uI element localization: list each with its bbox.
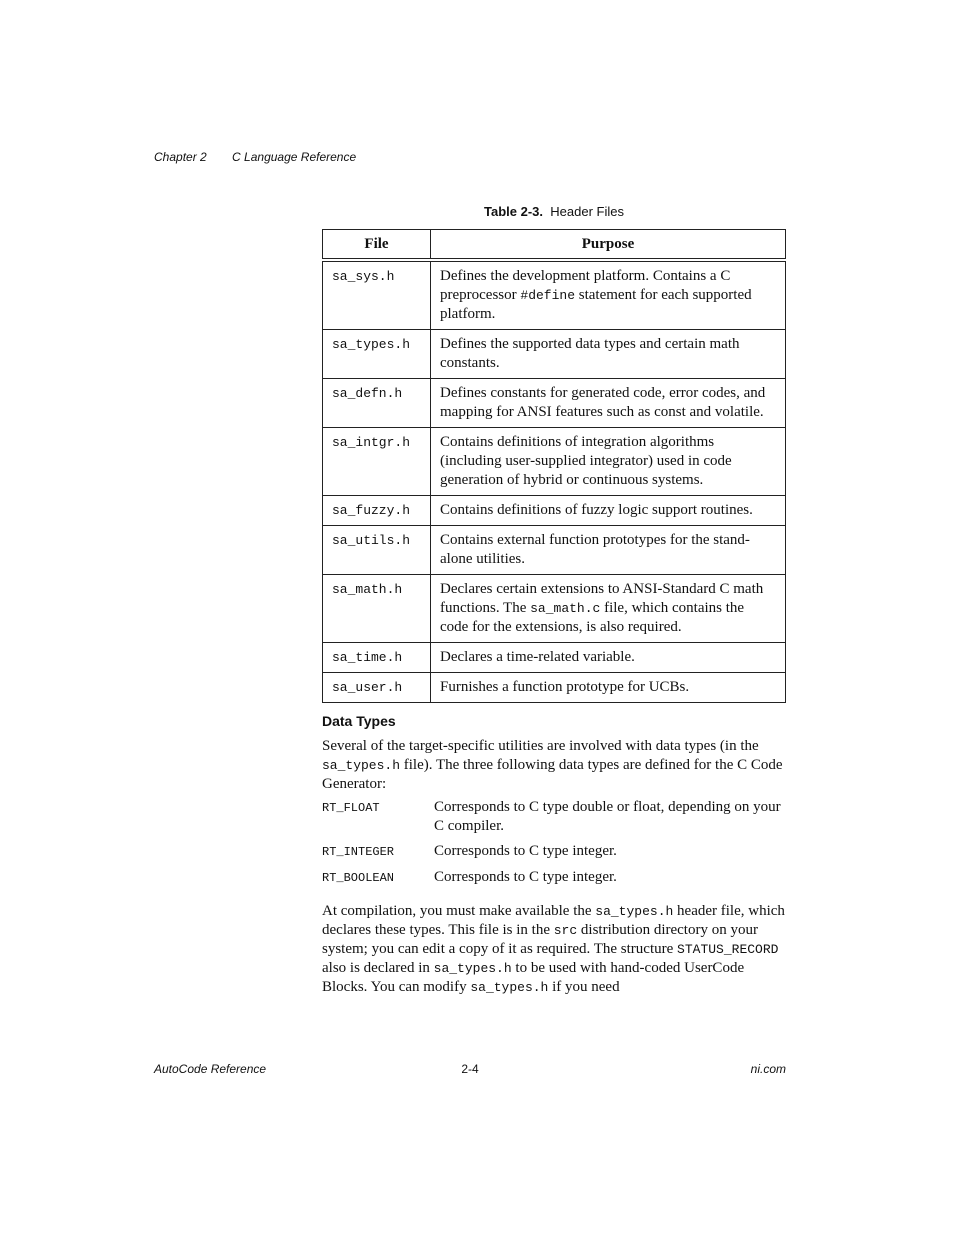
purpose-text: Defines the development platform. Contains a C preprocessor <box>440 268 731 303</box>
table-row <box>323 575 786 643</box>
header-files-table <box>322 229 786 703</box>
file-cell: sa_defn.h <box>323 379 431 428</box>
paragraph-text: also is declared in <box>322 960 434 976</box>
purpose-cell <box>431 575 786 643</box>
file-cell: sa_user.h <box>323 673 431 703</box>
inline-code: STATUS_RECORD <box>677 942 779 957</box>
file-cell: sa_types.h <box>323 330 431 379</box>
file-cell: sa_fuzzy.h <box>323 496 431 526</box>
definition-description: Corresponds to C type double or float, depending on your C compiler. <box>434 799 781 834</box>
definition-description: Corresponds to C type integer. <box>434 843 617 859</box>
inline-code: #define <box>520 288 575 303</box>
file-cell: sa_math.h <box>323 575 431 643</box>
table-title: Header Files <box>550 204 624 219</box>
inline-code: sa_types.h <box>433 961 512 976</box>
table-row <box>323 330 786 379</box>
inline-code: sa_types.h <box>470 980 549 995</box>
file-cell: sa_time.h <box>323 643 431 673</box>
definition-item <box>322 842 786 862</box>
inline-code: sa_math.c <box>530 601 601 616</box>
page-number: 2-4 <box>461 1062 479 1076</box>
table-number: Table 2-3. <box>484 204 544 219</box>
definition-list <box>322 798 786 894</box>
inline-code: sa_types.h <box>322 758 401 773</box>
purpose-cell: Defines constants for generated code, error codes, and mapping for ANSI features such as const and volatile. <box>431 379 786 428</box>
table-row <box>323 496 786 526</box>
paragraph-text: file). The three following data types are defined for the C Code Generator: <box>322 757 783 792</box>
file-cell: sa_sys.h <box>323 260 431 330</box>
purpose-cell: Contains definitions of fuzzy logic support routines. <box>431 496 786 526</box>
table-row <box>323 526 786 575</box>
definition-item <box>322 868 786 888</box>
section-heading: Data Types <box>322 713 396 729</box>
purpose-cell: Contains external function prototypes for the stand-alone utilities. <box>431 526 786 575</box>
purpose-text: file, which contains the code for the extensions, is also required. <box>440 600 745 635</box>
chapter-title: C Language Reference <box>232 150 357 164</box>
purpose-cell: Furnishes a function prototype for UCBs. <box>431 673 786 703</box>
compilation-paragraph <box>322 902 786 997</box>
col-file-header: File <box>323 230 431 261</box>
table-row <box>323 643 786 673</box>
definition-term: RT_FLOAT <box>322 801 380 815</box>
table-row <box>323 379 786 428</box>
table-row <box>323 260 786 330</box>
footer-manual-title: AutoCode Reference <box>154 1062 267 1076</box>
paragraph-text: to be used with hand-coded UserCode Blocks. You can modify <box>322 960 745 995</box>
paragraph-text: distribution directory on your system; you can edit a copy of it as required. The structure <box>322 922 758 957</box>
purpose-cell: Contains definitions of integration algorithms (including user-supplied integrator) used in code generation of hybrid or continuous systems. <box>431 428 786 496</box>
paragraph-text: header file, which declares these types. This file is in the <box>322 903 785 938</box>
definition-description: Corresponds to C type integer. <box>434 869 617 885</box>
inline-code: src <box>553 923 578 938</box>
footer-website: ni.com <box>750 1062 786 1076</box>
file-cell: sa_intgr.h <box>323 428 431 496</box>
definition-item <box>322 798 786 836</box>
inline-code: sa_types.h <box>595 904 674 919</box>
running-header <box>154 150 356 164</box>
purpose-cell: Declares a time-related variable. <box>431 643 786 673</box>
table-row <box>323 673 786 703</box>
purpose-text: statement for each supported platform. <box>440 287 752 322</box>
definition-term: RT_INTEGER <box>322 845 395 859</box>
intro-paragraph <box>322 737 786 794</box>
col-purpose-header: Purpose <box>431 230 786 261</box>
table-row <box>323 428 786 496</box>
purpose-text: Declares certain extensions to ANSI-Standard C math functions. The <box>440 581 764 616</box>
definition-term: RT_BOOLEAN <box>322 871 395 885</box>
paragraph-text: At compilation, you must make available the <box>322 903 596 919</box>
purpose-cell: Defines the supported data types and certain math constants. <box>431 330 786 379</box>
table-header-row <box>323 230 786 261</box>
chapter-label: Chapter 2 <box>154 150 207 164</box>
paragraph-text: if you need <box>548 979 620 995</box>
paragraph-text: Several of the target-specific utilities are involved with data types (in the <box>322 738 759 754</box>
table-caption <box>322 204 786 219</box>
purpose-cell <box>431 260 786 330</box>
file-cell: sa_utils.h <box>323 526 431 575</box>
